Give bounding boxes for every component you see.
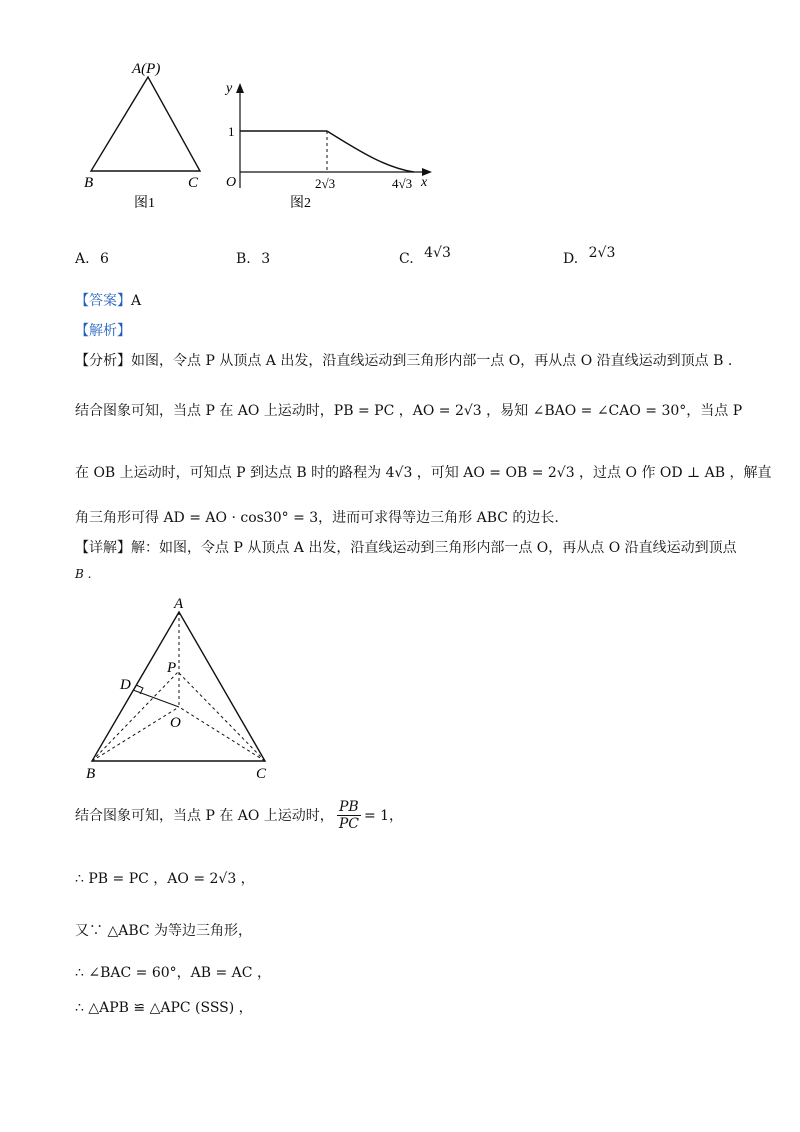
fig3-label-c: C [256,766,267,782]
xiangjie-line-2: B . [75,567,92,581]
fig3-label-d: D [120,677,131,693]
fig2-y-axis-label: y [226,81,233,96]
fig3-label-a: A [174,596,184,612]
step-4: ∴ ∠BAC = 60°，AB = AC ， [75,965,271,981]
fig3-label-p: P [167,660,177,676]
option-c-letter: C. [399,251,414,267]
fenxi-line-2: 结合图象可知，当点 P 在 AO 上运动时，PB = PC ，AO = 2√3 ，易知 ∠BAO = ∠CAO = 30°，当点 P [75,403,743,419]
fig2-x-axis-label: x [421,175,428,190]
fig1-label-c: C [188,175,199,191]
fenxi-line-4: 角三角形可得 AD = AO · cos30° = 3，进而可求得等边三角形 ABC 的边长. [75,510,559,526]
option-d-letter: D. [563,251,579,267]
figure-3-triangle [80,590,290,790]
figure-1-triangle [80,55,220,215]
step-1 [75,792,403,838]
fig2-tick-1: 1 [228,124,235,139]
step-1-numerator: PB [339,798,359,815]
xiangjie-line-1 [75,537,737,557]
step-1-suffix: = 1， [363,808,404,824]
fig2-origin: O [226,175,237,190]
fenxi-label: 【分析】 [75,353,131,369]
option-a[interactable] [75,251,109,267]
fig2-tick-2sqrt3: 2√3 [315,176,336,191]
fig1-caption: 图1 [134,196,155,211]
fig3-label-o: O [170,715,181,731]
xiangjie-text-1: 解：如图，令点 P 从顶点 A 出发，沿直线运动到三角形内部一点 O，再从点 O 沿直线运动到顶点 [131,540,737,556]
fenxi-line-1 [75,350,732,370]
option-b-letter: B. [236,251,251,267]
xiangjie-label: 【详解】 [75,540,131,556]
answer-value: A [131,293,142,309]
fig2-tick-4sqrt3: 4√3 [392,176,413,191]
step-1-prefix: 结合图象可知，当点 P 在 AO 上运动时， [75,808,334,824]
answer-line [75,290,141,310]
step-3: 又∵ △ABC 为等边三角形， [75,923,253,939]
option-c-value: 4√3 [424,245,451,261]
fig3-label-b: B [86,766,96,782]
figure-2-graph [222,78,442,218]
option-d[interactable] [563,245,616,267]
option-d-value: 2√3 [588,245,616,261]
fenxi-line-3: 在 OB 上运动时，可知点 P 到达点 B 时的路程为 4√3 ，可知 AO = OB = 2√3 ，过点 O 作 OD ⊥ AB ，解直 [75,465,772,481]
fenxi-text-1: 如图，令点 P 从顶点 A 出发，沿直线运动到三角形内部一点 O，再从点 O 沿直线运动到顶点 B . [131,353,733,369]
fig1-label-a: A(P) [132,61,161,77]
answer-label: 【答案】 [75,293,131,309]
option-a-letter: A. [75,251,90,267]
step-5: ∴ △APB ≌ △APC (SSS) ， [75,1000,253,1016]
option-b-value: 3 [261,251,271,267]
fig1-label-b: B [84,175,94,191]
analysis-label: 【解析】 [75,323,131,339]
step-1-denominator: PC [338,815,359,832]
step-1-fraction [337,799,361,832]
option-a-value: 6 [100,251,109,267]
option-b[interactable] [236,251,270,267]
step-2: ∴ PB = PC ，AO = 2√3 ， [75,871,255,887]
option-c[interactable] [399,245,451,267]
fig2-caption: 图2 [290,196,311,211]
